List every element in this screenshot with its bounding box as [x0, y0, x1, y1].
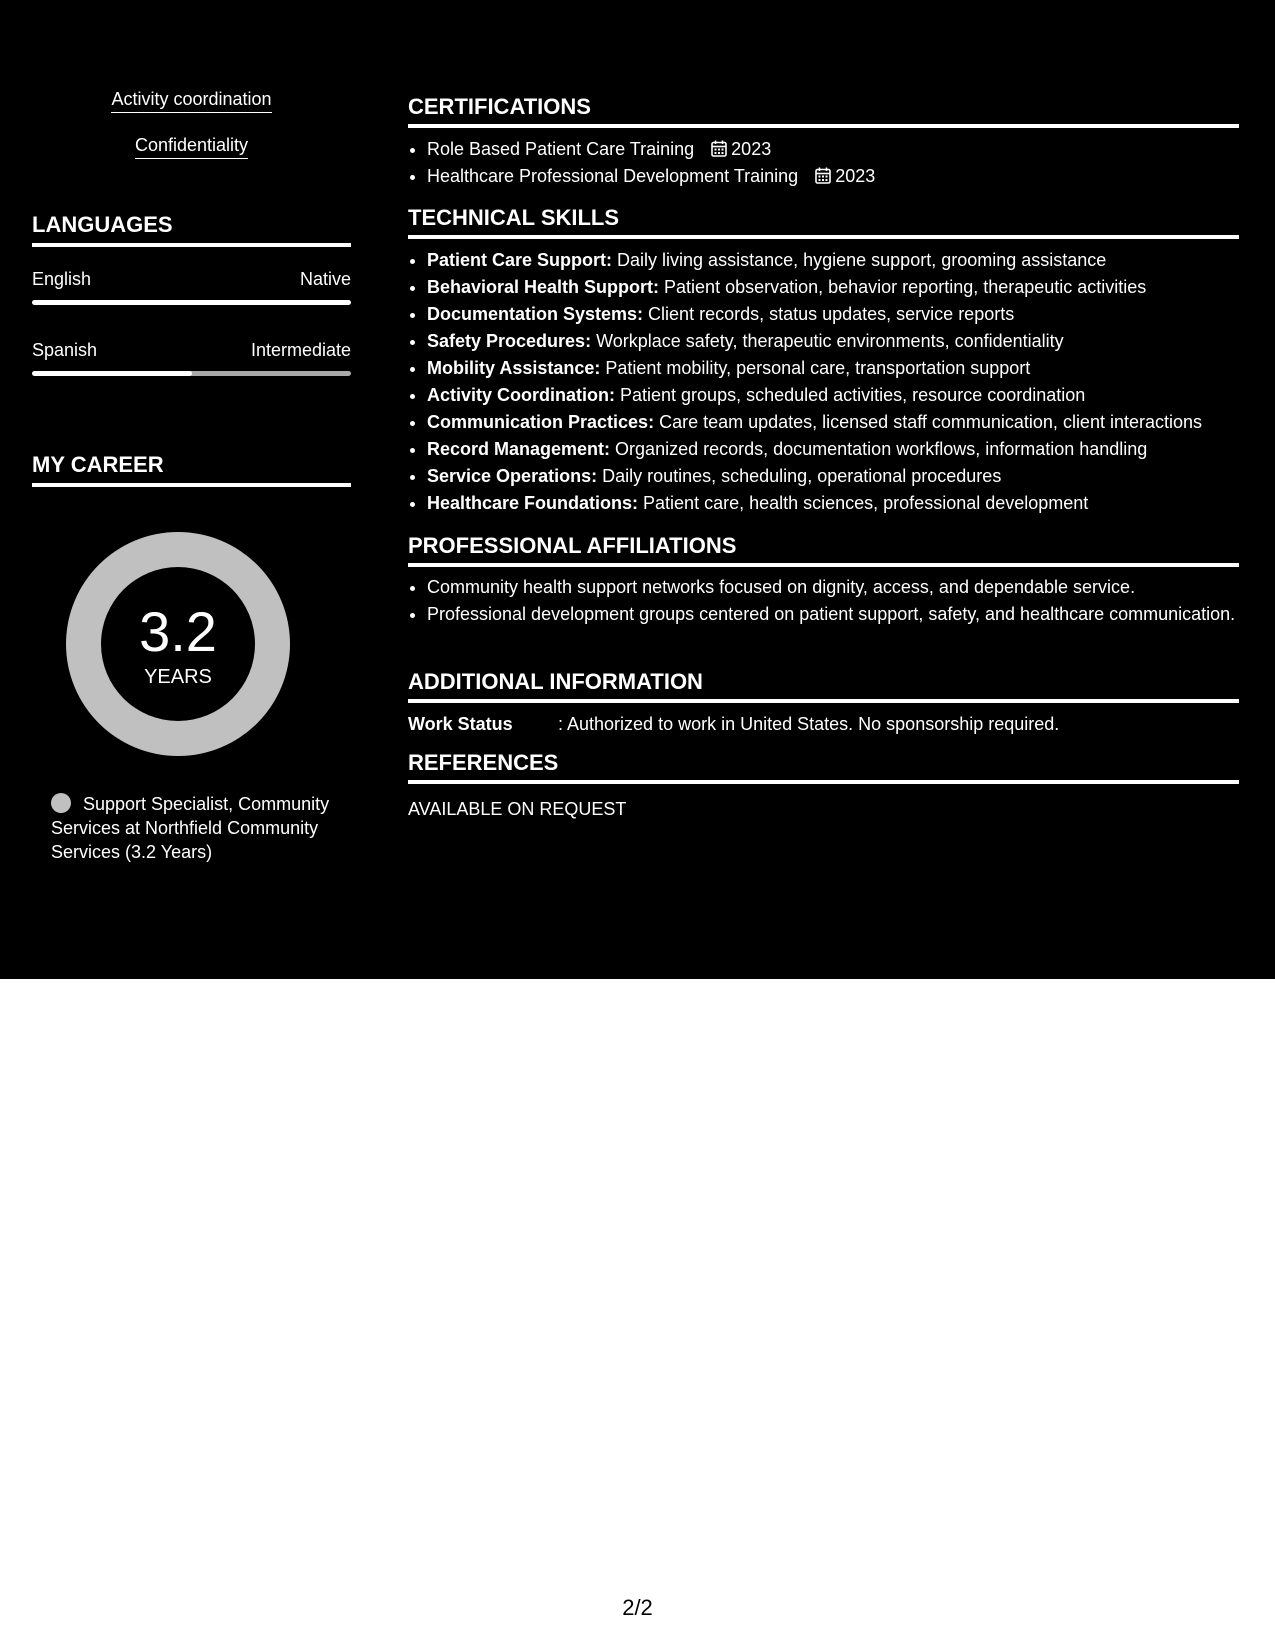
skill-label: Behavioral Health Support:	[427, 277, 660, 297]
skill-label: Record Management:	[427, 439, 611, 459]
language-item	[32, 339, 351, 376]
certifications-heading: CERTIFICATIONS	[408, 94, 1239, 128]
language-name: English	[32, 269, 92, 289]
skill-text: Patient mobility, personal care, transportation support	[600, 358, 1031, 378]
references-heading: REFERENCES	[408, 750, 1239, 784]
technical-skill-item	[427, 382, 1239, 409]
certification-name: Role Based Patient Care Training	[427, 139, 695, 159]
certifications-section	[408, 94, 1239, 190]
calendar-icon	[711, 140, 727, 157]
career-years-unit: YEARS	[144, 666, 212, 688]
certification-year: 2023	[835, 166, 876, 186]
skill-label: Safety Procedures:	[427, 331, 592, 351]
additional-info-section	[408, 669, 1239, 735]
skill-text: Daily routines, scheduling, operational procedures	[597, 466, 1002, 486]
certification-item	[427, 163, 1239, 190]
soft-skills-list	[32, 88, 351, 180]
skill-text: Client records, status updates, service reports	[643, 304, 1015, 324]
career-years-donut	[66, 532, 290, 756]
language-level: Intermediate	[250, 340, 351, 360]
affiliation-item: • Community health support networks focused on dignity, access, and dependable service.	[427, 575, 1239, 599]
affiliations-heading: PROFESSIONAL AFFILIATIONS	[408, 533, 1239, 567]
skill-text: Daily living assistance, hygiene support, grooming assistance	[612, 250, 1107, 270]
skill-text: Patient observation, behavior reporting, therapeutic activities	[659, 277, 1147, 297]
affiliations-section	[408, 533, 1239, 629]
skill-text: Workplace safety, therapeutic environments, confidentiality	[591, 331, 1064, 351]
work-status-label: Work Status	[408, 714, 513, 734]
technical-skill-item	[427, 274, 1239, 301]
certification-year: 2023	[731, 139, 772, 159]
technical-skill-item	[427, 436, 1239, 463]
language-bar	[32, 300, 351, 305]
language-item	[32, 268, 351, 305]
language-bar-fill	[32, 300, 351, 305]
skill-text: Patient groups, scheduled activities, resource coordination	[615, 385, 1086, 405]
technical-skills-list	[408, 247, 1239, 517]
skill-tag: Confidentiality	[135, 134, 248, 159]
references-text: AVAILABLE ON REQUEST	[408, 799, 627, 819]
skill-label: Service Operations:	[427, 466, 598, 486]
career-entry	[51, 792, 341, 864]
technical-skill-item	[427, 328, 1239, 355]
certifications-list	[408, 136, 1239, 190]
skill-text: Care team updates, licensed staff communication, client interactions	[654, 412, 1203, 432]
technical-skill-item	[427, 463, 1239, 490]
skill-tag: Activity coordination	[111, 88, 271, 113]
technical-skills-heading: TECHNICAL SKILLS	[408, 205, 1239, 239]
certification-name: Healthcare Professional Development Training	[427, 166, 799, 186]
skill-label: Documentation Systems:	[427, 304, 644, 324]
technical-skill-item	[427, 490, 1239, 517]
technical-skill-item	[427, 247, 1239, 274]
affiliation-item: • Professional development groups centered on patient support, safety, and healthcare communication.	[427, 602, 1239, 626]
skill-label: Mobility Assistance:	[427, 358, 601, 378]
languages-heading: LANGUAGES	[32, 212, 351, 247]
language-level: Native	[299, 269, 351, 289]
skill-text: Organized records, documentation workflows, information handling	[610, 439, 1148, 459]
skill-label: Communication Practices:	[427, 412, 655, 432]
language-bar	[32, 371, 351, 376]
certification-item	[427, 136, 1239, 163]
career-years-value: 3.2	[139, 600, 217, 663]
skill-text: Patient care, health sciences, professional development	[638, 493, 1089, 513]
languages-section	[32, 212, 351, 376]
affiliations-list	[408, 575, 1239, 626]
skill-label: Healthcare Foundations:	[427, 493, 639, 513]
technical-skills-section	[408, 205, 1239, 517]
career-entry-text: Support Specialist, Community Services at Northfield Community Services (3.2 Years)	[51, 794, 330, 862]
career-heading: MY CAREER	[32, 452, 351, 487]
legend-dot-icon	[51, 793, 71, 813]
language-bar-fill	[32, 371, 192, 376]
calendar-icon	[815, 167, 831, 184]
career-section	[32, 452, 351, 862]
technical-skill-item	[427, 409, 1239, 436]
technical-skill-item	[427, 355, 1239, 382]
work-status-value: : Authorized to work in United States. No sponsorship required.	[558, 714, 1060, 734]
skill-label: Patient Care Support:	[427, 250, 613, 270]
additional-info-heading: ADDITIONAL INFORMATION	[408, 669, 1239, 703]
references-section	[408, 750, 1239, 820]
work-status-row	[408, 713, 1239, 735]
technical-skill-item	[427, 301, 1239, 328]
skill-label: Activity Coordination:	[427, 385, 615, 405]
page-number: 2/2	[622, 1595, 653, 1620]
language-name: Spanish	[32, 340, 98, 360]
